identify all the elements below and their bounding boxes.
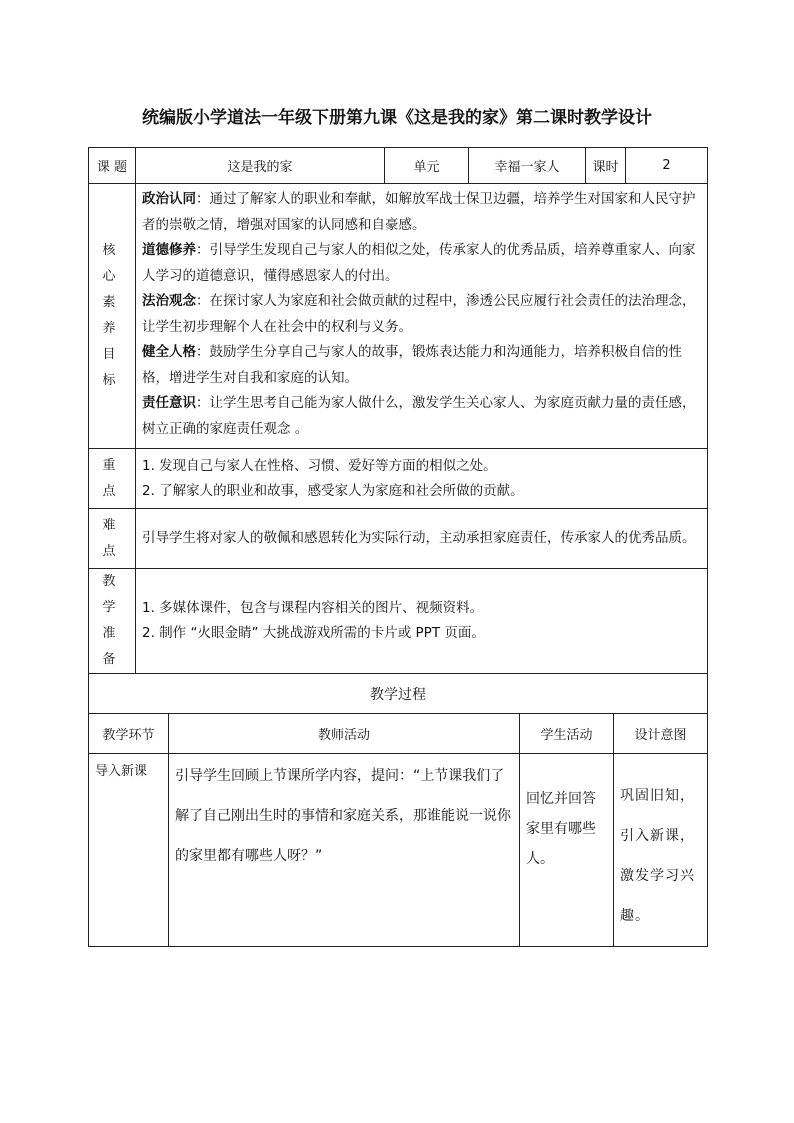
core-goals-row (89, 184, 708, 449)
goal-item: 道德修养：引导学生发现自己与家人的相似之处，传承家人的优秀品质，培养尊重家人、向家人学习的道德意识，懂得感恩家人的付出。 (142, 242, 696, 284)
lesson-info-row (89, 148, 708, 184)
process-header-row (89, 714, 708, 754)
lesson-plan (88, 147, 707, 947)
document-title: 统编版小学道法一年级下册第九课《这是我的家》第二课时教学设计 (142, 108, 652, 128)
key-point-item: 2. 了解家人的职业和故事，感受家人为家庭和社会所做的贡献。 (142, 482, 524, 499)
core-goals-label: 核 心 素 养 目 标 (89, 184, 136, 449)
lesson-info-table (88, 147, 708, 674)
difficulty-row (89, 509, 708, 569)
header-teacher: 教师活动 (169, 714, 520, 754)
goal-item: 责任意识：让学生思考自己能为家人做什么，激发学生关心家人、为家庭贡献力量的责任感，树立正确的家庭责任观念 。 (142, 395, 696, 437)
core-goals-content (136, 184, 708, 449)
key-points-row (89, 449, 708, 509)
process-row (89, 754, 708, 947)
key-point-item: 1. 发现自己与家人在性格、习惯、爱好等方面的相似之处。 (142, 457, 497, 474)
prep-row (89, 569, 708, 674)
prep-label: 教 学 准 备 (89, 569, 136, 674)
process-title-row (89, 674, 708, 714)
prep-item: 1. 多媒体课件，包含与课程内容相关的图片、视频资料。 (142, 600, 484, 616)
goal-item: 法治观念：在探讨家人为家庭和社会做贡献的过程中，渗透公民应履行社会责任的法治理念，让学生初步理解个人在社会中的权利与义务。 (142, 293, 696, 335)
teacher-activity-cell: 引导学生回顾上节课所学内容，提问：“上节课我们了解了自己刚出生时的事情和家庭关系，那谁能说一说你的家里都有哪些人呀？” (169, 754, 520, 947)
process-title: 教学过程 (89, 674, 708, 714)
unit-label: 单元 (385, 148, 469, 184)
goal-item: 健全人格：鼓励学生分享自己与家人的故事，锻炼表达能力和沟通能力，培养积极自信的性格，增进学生对自我和家庭的认知。 (142, 344, 682, 386)
goal-item: 政治认同：通过了解家人的职业和奉献，如解放军战士保卫边疆，培养学生对国家和人民守护者的崇敬之情，增强对国家的认同感和自豪感。 (142, 191, 696, 233)
difficulty-content: 引导学生将对家人的敬佩和感恩转化为实际行动，主动承担家庭责任，传承家人的优秀品质。 (136, 509, 708, 569)
header-student: 学生活动 (520, 714, 614, 754)
unit-value: 幸福一家人 (469, 148, 586, 184)
header-stage: 教学环节 (89, 714, 169, 754)
student-activity-cell: 回忆并回答家里有哪些人。 (520, 754, 614, 947)
period-value: 2 (626, 148, 708, 184)
lesson-value: 这是我的家 (136, 148, 385, 184)
stage-cell: 导入新课 (89, 754, 169, 947)
difficulty-label: 难 点 (89, 509, 136, 569)
key-points-label: 重 点 (89, 449, 136, 509)
prep-item: 2. 制作 “火眼金睛” 大挑战游戏所需的卡片或 PPT 页面。 (142, 625, 485, 641)
period-label: 课时 (586, 148, 626, 184)
lesson-label: 课 题 (89, 148, 136, 184)
teaching-process-table (88, 673, 708, 947)
prep-content (136, 569, 708, 674)
design-intent-cell: 巩固旧知，引入新课，激发学习兴趣。 (614, 754, 708, 947)
header-intent: 设计意图 (614, 714, 708, 754)
key-points-content (136, 449, 708, 509)
